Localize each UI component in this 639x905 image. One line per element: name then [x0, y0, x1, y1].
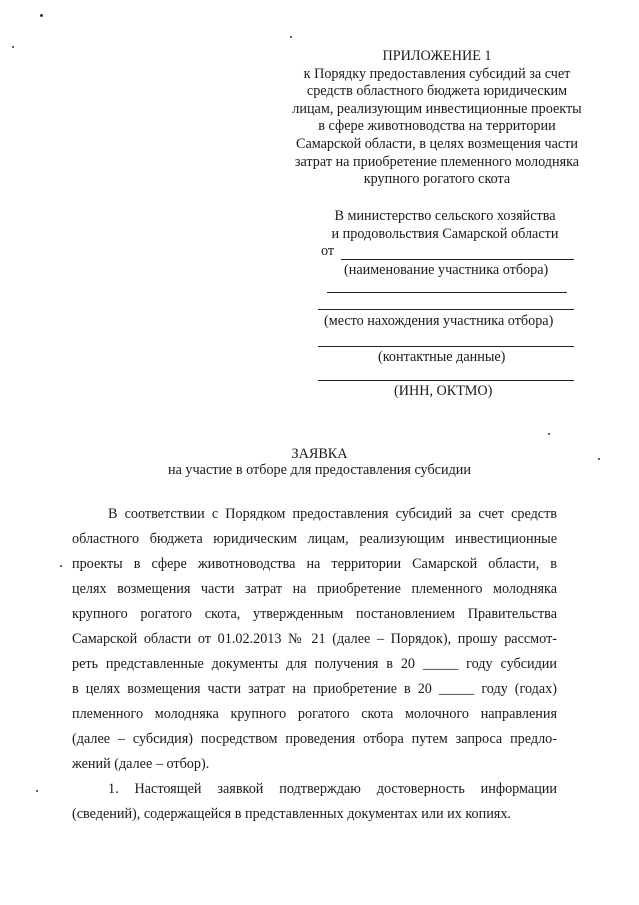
- paragraph-line: проекты в сфере животноводства на территории Самарской области, в: [72, 556, 557, 572]
- from-label: от: [321, 243, 335, 259]
- scan-speck: [36, 790, 38, 792]
- paragraph-line: в целях возмещения части затрат на приобретение в 20 _____ году (годах): [72, 681, 557, 697]
- appendix-line: к Порядку предоставления субсидий за счет: [303, 65, 571, 82]
- paragraph-line: Самарской области от 01.02.2013 № 21 (далее – Порядок), прошу рассмот-: [72, 631, 557, 647]
- appendix-line: Самарской области, в целях возмещения части: [295, 135, 578, 152]
- paragraph-line: целях возмещения части затрат на приобретение племенного молодняка: [72, 581, 557, 597]
- appendix-line: лицам, реализующим инвестиционные проекты: [292, 100, 582, 117]
- appendix-line: средств областного бюджета юридическим: [306, 83, 568, 100]
- paragraph-line: 1. Настоящей заявкой подтверждаю достоверность информации: [108, 781, 557, 797]
- appendix-title: ПРИЛОЖЕНИЕ 1: [382, 48, 492, 64]
- inn-field[interactable]: [318, 380, 574, 381]
- addressee-line: и продовольствия Самарской области: [331, 225, 559, 242]
- location-field[interactable]: [318, 309, 574, 310]
- location-caption: (место нахождения участника отбора): [324, 313, 554, 329]
- scan-speck: [290, 36, 292, 38]
- applicant-name-field-line2[interactable]: [327, 292, 567, 293]
- addressee-line: В министерство сельского хозяйства: [334, 208, 556, 224]
- appendix-header: [272, 48, 602, 189]
- appendix-line: крупного рогатого скота: [363, 171, 511, 188]
- paragraph-line: областного бюджета юридическим лицам, реализующим инвестиционные: [72, 531, 557, 547]
- scan-speck: [12, 46, 14, 48]
- scan-speck: [60, 565, 62, 567]
- document-subtitle: на участие в отборе для предоставления субсидии: [168, 462, 471, 478]
- contacts-caption: (контактные данные): [378, 349, 506, 365]
- appendix-line: затрат на приобретение племенного молодняка: [294, 153, 580, 170]
- paragraph-line: (далее – субсидия) посредством проведения отбора путем запроса предло-: [72, 731, 557, 747]
- paragraph-line: реть представленные документы для получения в 20 _____ году субсидии: [72, 656, 557, 672]
- appendix-line: в сфере животноводства на территории: [318, 118, 556, 135]
- paragraph-line: (сведений), содержащейся в представленных документах или их копиях.: [72, 806, 511, 822]
- applicant-name-field[interactable]: [341, 259, 574, 260]
- paragraph-line: В соответствии с Порядком предоставления субсидий за счет средств: [108, 506, 557, 522]
- contacts-field[interactable]: [318, 346, 574, 347]
- scan-speck: [40, 14, 43, 17]
- paragraph-line: жений (далее – отбор).: [72, 756, 210, 772]
- scan-speck: [548, 433, 550, 435]
- name-caption: (наименование участника отбора): [344, 262, 549, 278]
- addressee-block: [300, 208, 590, 243]
- paragraph-line: племенного молодняка крупного рогатого скота молочного направления: [72, 706, 557, 722]
- document-title: ЗАЯВКА: [291, 446, 348, 462]
- inn-caption: (ИНН, ОКТМО): [394, 383, 493, 399]
- paragraph-line: крупного рогатого скота, утвержденным постановлением Правительства: [72, 606, 557, 622]
